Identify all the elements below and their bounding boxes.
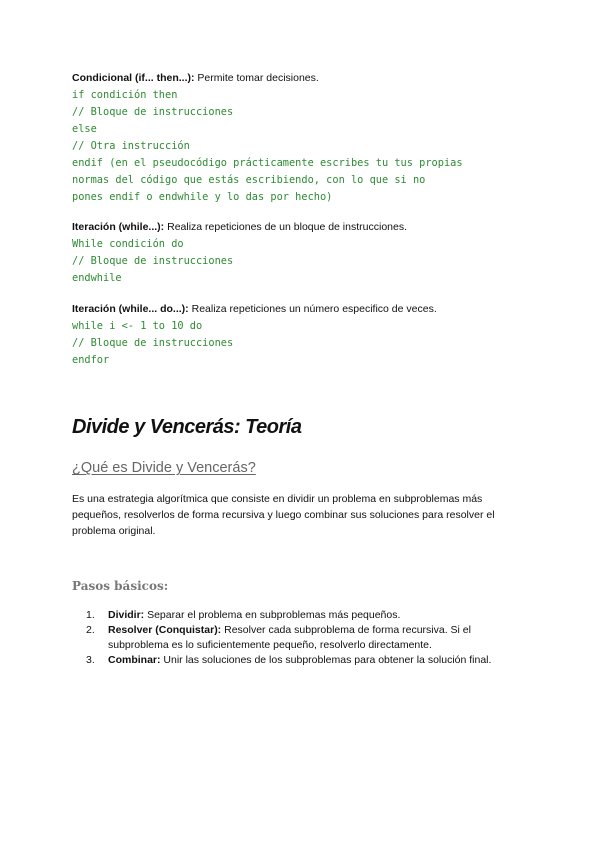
code-line: if condición then [72, 89, 178, 101]
list-text [108, 653, 533, 668]
step-term: Dividir: [108, 609, 145, 621]
code-line: // Bloque de instrucciones [72, 337, 234, 349]
code-line: while i <- 1 to 10 do [72, 320, 203, 332]
list-number: 2. [86, 624, 95, 636]
step-text: Unir las soluciones de los subproblemas para obtener la solución final. [160, 654, 492, 666]
step-term: Combinar: [108, 654, 161, 666]
list-text [108, 623, 533, 653]
code-line: else [72, 123, 97, 135]
iteration-while-do-text: Realiza repeticiones un número especifico de veces. [188, 303, 437, 315]
code-line: endwhile [72, 272, 122, 284]
definition-paragraph: Es una estrategia algorítmica que consiste en dividir un problema en subproblemas más pequeños, resolverlos de forma recursiva y luego combinar sus soluciones para resolver el problema original. [72, 493, 495, 537]
conditional-description [72, 72, 319, 84]
code-line: // Otra instrucción [72, 140, 190, 152]
step-text: Separar el problema en subproblemas más pequeños. [144, 609, 401, 621]
code-line: normas del código que estás escribiendo, con lo que si no [72, 174, 426, 186]
code-line: endfor [72, 354, 110, 366]
list-text [108, 608, 533, 623]
iteration-while-description [72, 221, 407, 233]
subsection-title: ¿Qué es Divide y Vencerás? [72, 460, 256, 476]
conditional-label: Condicional (if... then...): [72, 72, 195, 84]
list-number: 3. [86, 654, 95, 666]
section-title: Divide y Vencerás: Teoría [72, 416, 302, 438]
iteration-while-text: Realiza repeticiones de un bloque de instrucciones. [164, 221, 408, 233]
code-line: pones endif o endwhile y lo das por hecho) [72, 191, 333, 203]
step-term: Resolver (Conquistar): [108, 624, 222, 636]
conditional-text: Permite tomar decisiones. [194, 72, 319, 84]
iteration-while-do-label: Iteración (while... do...): [72, 303, 189, 315]
list-number: 1. [86, 609, 95, 621]
steps-heading: Pasos básicos: [72, 579, 169, 593]
iteration-while-do-description [72, 303, 437, 315]
code-line: endif (en el pseudocódigo prácticamente escribes tu tus propias [72, 157, 463, 169]
iteration-while-label: Iteración (while...): [72, 221, 165, 233]
code-line: // Bloque de instrucciones [72, 106, 234, 118]
code-line: // Bloque de instrucciones [72, 255, 234, 267]
code-line: While condición do [72, 238, 184, 250]
step-text: Resolver cada subproblema de forma recursiva. Si el subproblema es lo suficientemente pequeño, resolverlo directamente. [108, 624, 471, 651]
